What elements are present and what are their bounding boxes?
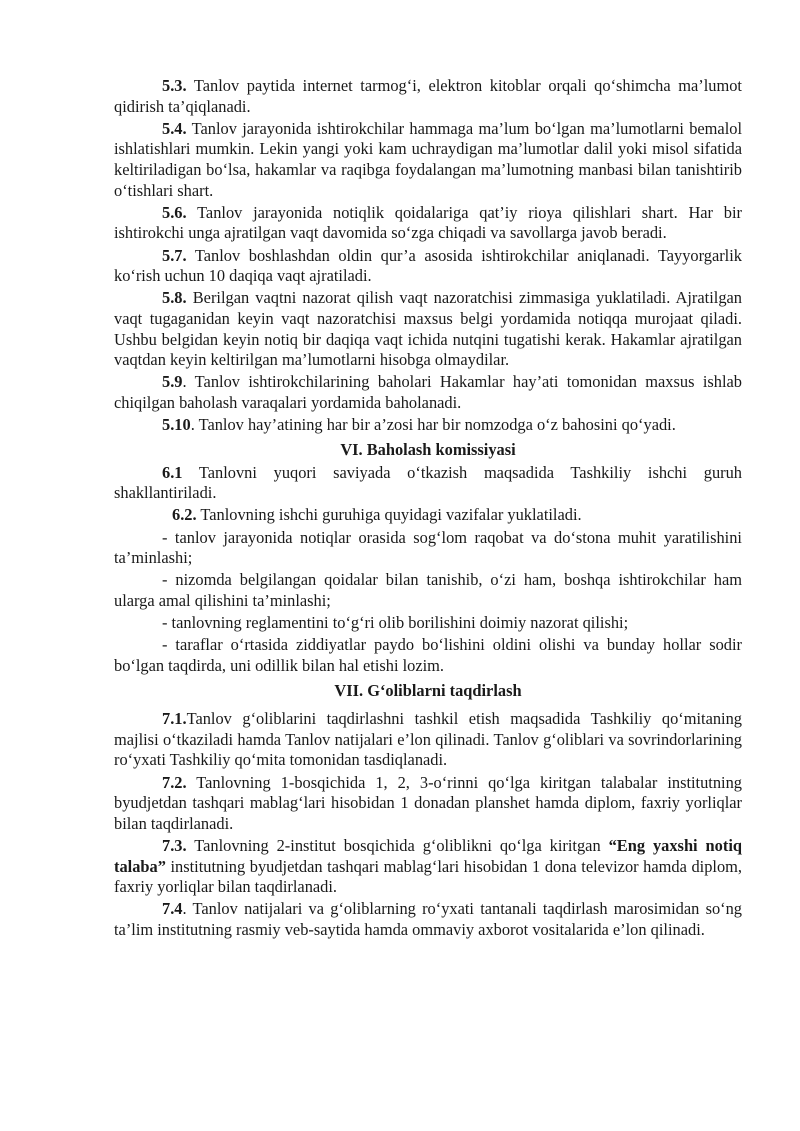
clause-number: 5.10	[162, 415, 191, 435]
clause-text: . Tanlov hay’atining har bir a’zosi har bir nomzodga o‘z bahosini qo‘yadi.	[190, 415, 676, 435]
clause-7-1	[114, 709, 742, 771]
duty-item: - taraflar o‘rtasida ziddiyatlar paydo bo‘lishini oldini olishi va bunday hollar sodir bo‘lgan taqdirda, uni odillik bilan hal etishi lozim.	[114, 635, 742, 675]
award-title: “Eng yaxshi notiq talaba”	[114, 835, 742, 876]
clause-number: 7.3.	[162, 835, 187, 855]
duty-item: - tanlovning reglamentini to‘g‘ri olib borilishini doimiy nazorat qilishi;	[162, 613, 629, 633]
clause-number: 5.3.	[162, 76, 187, 95]
clause-text: . Tanlov natijalari va g‘oliblarning ro‘yxati tantanali taqdirlash marosimidan so‘ng ta’lim institutning rasmiy veb-saytida hamda ommaviy axborot vositalarida e’lon qilinadi.	[114, 899, 742, 939]
clause-text: institutning byudjetdan tashqari mablag‘lari hisobidan 1 dona televizor hamda diplom, faxriy yorliqlar bilan taqdirlanadi.	[114, 856, 742, 897]
clause-7-2	[114, 773, 742, 835]
clause-number: 5.4.	[162, 118, 187, 138]
section-heading-vii: VII. G‘oliblarni taqdirlash	[334, 680, 522, 700]
clause-text: Berilgan vaqtni nazorat qilish vaqt nazoratchisi zimmasiga yuklatiladi. Ajratilgan vaqt tugaganidan keyin vaqt nazoratchisi maxsus belgi yordamida notiqqa murojaat qiladi. Ushbu belgidan keyin notiq bir daqiqa vaqt ichida nutqini tugatishi kerak. Hakamlar ajratilgan vaqtdan keyin keltirilgan ma’lumotlarni hisobga olmaydilar.	[114, 288, 742, 370]
duty-item: - tanlov jarayonida notiqlar orasida sog‘lom raqobat va do‘stona muhit yaratilishini ta’minlashi;	[114, 527, 742, 568]
clause-6-2	[114, 505, 742, 526]
clause-5-10	[114, 415, 742, 436]
clause-text: Tanlov paytida internet tarmog‘i, elektron kitoblar orqali qo‘shimcha ma’lumot qidirish ta’qiqlanadi.	[114, 76, 742, 116]
clause-number: 6.2.	[172, 505, 197, 525]
clause-number: 5.6.	[162, 202, 187, 222]
clause-5-6	[114, 203, 742, 244]
clause-5-4	[114, 119, 742, 201]
clause-6-1	[114, 463, 742, 504]
clause-text: . Tanlov ishtirokchilarining baholari Hakamlar hay’ati tomonidan maxsus ishlab chiqilgan baholash varaqalari yordamida baholanadi.	[114, 372, 742, 412]
section-heading-vi: VI. Baholash komissiyasi	[340, 440, 516, 460]
clause-7-3	[114, 836, 742, 898]
clause-5-8	[114, 288, 742, 370]
clause-text: Tanlovning 1-bosqichida 1, 2, 3-o‘rinni qo‘lga kiritgan talabalar institutning byudjetdan tashqari mablag‘lari hisobidan 1 donadan planshet hamda diplom, faxriy yorliqlar bilan taqdirlanadi.	[114, 772, 742, 833]
clause-5-9	[114, 372, 742, 413]
clause-5-7	[114, 246, 742, 287]
duty-item: - nizomda belgilangan qoidalar bilan tanishib, o‘zi ham, boshqa ishtirokchilar ham ularga amal qilishini ta’minlashi;	[114, 570, 742, 610]
clause-number: 5.8.	[162, 288, 187, 308]
clause-number: 7.2.	[162, 772, 187, 792]
clause-text: Tanlovning ishchi guruhiga quyidagi vazifalar yuklatiladi.	[196, 505, 582, 525]
document-page	[114, 76, 742, 942]
clause-text: Tanlov boshlashdan oldin qur’a asosida ishtirokchilar aniqlanadi. Tayyorgarlik ko‘rish uchun 10 daqiqa vaqt ajratiladi.	[114, 245, 742, 286]
clause-7-4	[114, 899, 742, 940]
clause-text: Tanlov g‘oliblarini taqdirlashni tashkil etish maqsadida Tashkiliy qo‘mitaning majlisi o‘tkaziladi hamda Tanlov natijalari e’lon qilinadi. Tanlov g‘oliblari va sovrindorlarining ro‘yxati Tashkiliy qo‘mita tomonidan tasdiqlanadi.	[114, 709, 742, 770]
clause-text: Tanlovni yuqori saviyada o‘tkazish maqsadida Tashkiliy ishchi guruh shakllantiriladi.	[114, 462, 742, 503]
clause-number: 6.1	[162, 462, 183, 482]
clause-text: Tanlov jarayonida ishtirokchilar hammaga ma’lum bo‘lgan ma’lumotlarni bemalol ishlatishlari mumkin. Lekin yangi yoki kam uchraydigan ma’lumotlar dalil yoki misol sifatida keltiriladigan bo‘lsa, hakamlar va raqibga foydalangan ma’lumotning manbasi bilan tanishtirib o‘tishlari shart.	[114, 118, 743, 200]
clause-number: 5.7.	[162, 245, 187, 265]
clause-number: 7.4	[162, 899, 183, 919]
clause-number: 5.9	[162, 372, 183, 392]
clause-number: 7.1.	[162, 709, 187, 729]
clause-text: Tanlovning 2-institut bosqichida g‘oliblikni qo‘lga kiritgan	[186, 835, 609, 855]
clause-text: Tanlov jarayonida notiqlik qoidalariga qat’iy rioya qilishlari shart. Har bir ishtirokchi unga ajratilgan vaqt davomida so‘zga chiqadi va savollarga javob beradi.	[114, 202, 742, 243]
clause-5-3	[114, 76, 742, 117]
